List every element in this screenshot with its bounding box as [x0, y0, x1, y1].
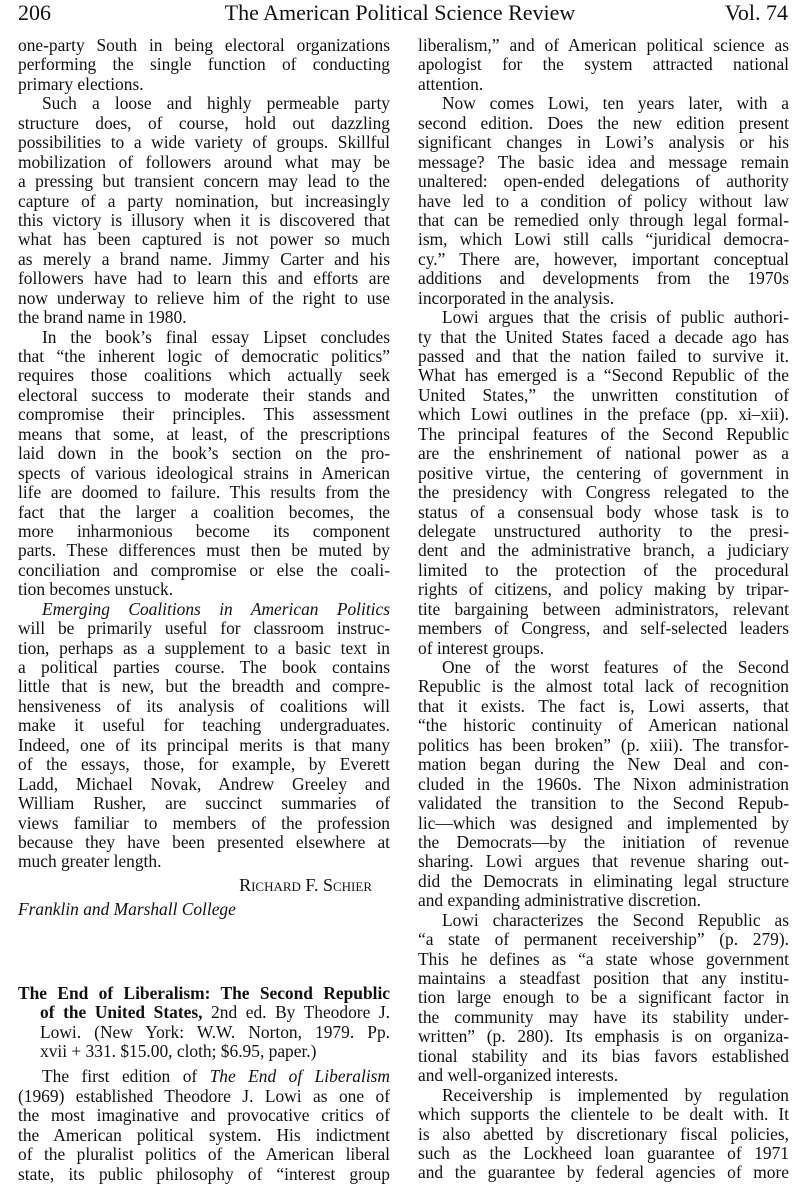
- text: The first edition of: [42, 1066, 210, 1087]
- text-line: message? The basic idea and message remain: [418, 151, 789, 172]
- text-line: did the Democrats in eliminating legal structure: [418, 870, 789, 891]
- text-line: attention.: [418, 73, 484, 94]
- paragraph: [18, 94, 390, 327]
- text-line: ism, which Lowi still calls “juridical democra-: [418, 229, 789, 250]
- journal-title: The American Political Science Review: [224, 0, 576, 25]
- paragraph: [18, 1087, 390, 1184]
- text-line: positive virtue, the centering of government in: [418, 462, 789, 483]
- text-line: this victory is illusory when it is discovered that: [18, 209, 390, 230]
- text-line: views familiar to members of the profession: [18, 812, 390, 833]
- book-publication-info: Lowi. (New York: W.W. Norton, 1979. Pp.: [40, 1021, 390, 1042]
- text-line: Now comes Lowi, ten years later, with a: [442, 93, 789, 114]
- text-line: make it useful for teaching undergraduates.: [18, 715, 390, 736]
- text-line: lic—which was designed and implemented by: [418, 812, 789, 833]
- text-line: structure does, of course, hold out dazzling: [18, 112, 390, 133]
- text-line: that “the inherent logic of democratic politics”: [18, 346, 390, 366]
- text-line: delegate unstructured authority to the presi-: [418, 520, 789, 541]
- text-line: mobilization of followers around what may be: [18, 151, 390, 172]
- text-line: and expanding administrative discretion.: [418, 890, 702, 911]
- text-line: passed and that the nation failed to survive it.: [418, 346, 789, 366]
- text-line: significant changes in Lowi’s analysis or his: [418, 132, 789, 153]
- text-line: tional stability and its bias favors established: [418, 1045, 789, 1066]
- page-number: 206: [18, 0, 51, 25]
- text-line: additions and developments from the 1970s: [418, 268, 789, 289]
- text-line: “the historic continuity of American national: [418, 715, 789, 736]
- book-review-heading: [18, 984, 390, 1062]
- volume-label: Vol. 74: [724, 0, 788, 25]
- text-line: cluded in the 1960s. The Nixon administration: [418, 773, 789, 794]
- text-line: What has emerged is a “Second Republic of the: [418, 365, 789, 386]
- reviewer-name: Richard F. Schier: [239, 874, 372, 895]
- text-line: will be primarily useful for classroom instruc-: [18, 618, 390, 639]
- reviewer-name-line: [18, 876, 390, 895]
- text-line: sharing. Lowi argues that revenue sharing out-: [418, 851, 789, 872]
- text-line: primary elections.: [18, 73, 144, 94]
- text-line: the brand name in 1980.: [18, 307, 187, 328]
- text-line: conciliation and compromise or else the coali-: [18, 559, 390, 580]
- text-line: tion becomes unstuck.: [18, 579, 174, 600]
- text-line: much greater length.: [18, 851, 162, 872]
- text-line: Lowi characterizes the Second Republic as: [442, 909, 789, 930]
- text-line: This he defines as “a state whose government: [418, 948, 789, 969]
- text-line: tion large enough to be a significant factor in: [418, 987, 789, 1008]
- text-line: status of a consensual body whose task is to: [418, 501, 789, 522]
- text-line: performing the single function of conducting: [18, 54, 390, 75]
- text-line: tite bargaining between administrators, relevant: [418, 598, 789, 619]
- running-header: [0, 0, 800, 30]
- paragraph: [418, 911, 789, 1086]
- text-line: Such a loose and highly permeable party: [42, 93, 390, 114]
- text-line: more inharmonious become its component: [18, 520, 390, 541]
- paragraph: [18, 328, 390, 600]
- text-line: are the enshrinement of national power as a: [418, 443, 789, 464]
- text-line: such as the Lockheed loan guarantee of 1971: [418, 1142, 789, 1163]
- text-line: is also abetted by discretionary fiscal policies,: [418, 1123, 789, 1144]
- text-line: state, its public philosophy of “interest group: [18, 1163, 390, 1184]
- section-gap: [18, 920, 390, 984]
- text-line: because they have been presented elsewhere at: [18, 831, 390, 852]
- text-line: United States,” the unwritten constitution of: [418, 384, 789, 405]
- text-line: dent and the administrative branch, a judiciary: [418, 540, 789, 561]
- text-line: electoral success to moderate their stands and: [18, 384, 390, 405]
- text-line: that can be remedied only through legal formal-: [418, 209, 789, 230]
- book-author: 2nd ed. By Theodore J.: [202, 1002, 390, 1023]
- text-line: of the pluralist politics of the American liberal: [18, 1144, 390, 1165]
- text-line: a political parties course. The book contains: [18, 657, 390, 677]
- text-line: “a state of permanent receivership” (p. 279).: [418, 929, 789, 950]
- paragraph: [418, 36, 789, 94]
- text-line: members of Congress, and self-selected leaders: [418, 618, 789, 639]
- text-line: means that some, at least, of the prescriptions: [18, 423, 390, 444]
- text-line: of the essays, those, for example, by Everett: [18, 754, 390, 775]
- text-line: maintains a steadfast position that any institu-: [418, 968, 789, 988]
- book-price-info: xvii + 331. $15.00, cloth; $6.95, paper.): [40, 1041, 317, 1061]
- text-line: Receivership is implemented by regulation: [442, 1084, 789, 1105]
- italic-book-title: Emerging Coalitions in American Politics: [42, 598, 390, 619]
- text-line: liberalism,” and of American political science as: [418, 35, 789, 55]
- paragraph: [18, 619, 390, 872]
- text-line: incorporated in the analysis.: [418, 287, 615, 308]
- reviewer-affiliation: Franklin and Marshall College: [18, 899, 236, 920]
- book-title-bold-part: of the United States,: [40, 1002, 203, 1023]
- text-line: apologist for the system attracted national: [418, 54, 789, 75]
- text-line: rights of citizens, and policy making by tripar-: [418, 579, 789, 600]
- text-line: the most imaginative and provocative critics of: [18, 1105, 390, 1126]
- text-line: and the guarantee by federal agencies of more: [418, 1162, 789, 1183]
- text-line: spects of various ideological strains in American: [18, 462, 390, 483]
- text-line: hensiveness of its analysis of coalitions will: [18, 695, 390, 716]
- text-line: tion, perhaps as a supplement to a basic text in: [18, 637, 390, 658]
- text-line: mation began during the New Deal and con-: [418, 754, 789, 775]
- paragraph: [18, 36, 390, 94]
- paragraph: [418, 308, 789, 658]
- text-line: capture of a party nomination, but increasingly: [18, 190, 390, 211]
- book-title-line-2: [18, 1003, 390, 1022]
- text-line: William Rusher, are succinct summaries of: [18, 793, 390, 814]
- text-line: laid down in the book’s section on the pro-: [18, 443, 390, 464]
- text-line: the Democrats—by the initiation of revenue: [418, 831, 789, 852]
- text-line: Ladd, Michael Novak, Andrew Greeley and: [18, 773, 390, 794]
- text-line: little that is new, but the breadth and compre-: [18, 676, 390, 697]
- text-line: of interest groups.: [418, 637, 545, 658]
- paragraph-first-line: [18, 1067, 390, 1086]
- text-line: now underway to relieve him of the right to use: [18, 287, 390, 308]
- italic-book-title-line: [18, 600, 390, 619]
- text-line: Lowi argues that the crisis of public authori-: [442, 307, 789, 328]
- text-line: that it exists. The fact is, Lowi asserts, that: [418, 695, 789, 716]
- text-line: Republic is the almost total lack of recognition: [418, 676, 789, 697]
- text-line: which Lowi outlines in the preface (pp. xi–xii).: [418, 404, 789, 425]
- text-line: compromise their principles. This assessment: [18, 404, 390, 425]
- text-line: life are doomed to failure. This results from the: [18, 482, 390, 503]
- text-line: as merely a brand name. Jimmy Carter and his: [18, 248, 390, 269]
- text-line: fact that the larger a coalition becomes, the: [18, 501, 390, 522]
- text-line: Indeed, one of its principal merits is that many: [18, 734, 390, 755]
- text-line: the presidency with Congress relegated to the: [418, 482, 789, 503]
- text-line: One of the worst features of the Second: [442, 657, 789, 677]
- text-line: parts. These differences must then be muted by: [18, 540, 390, 561]
- text-line: unaltered: open-ended delegations of authority: [418, 171, 789, 192]
- text-line: The principal features of the Second Republic: [418, 423, 789, 444]
- text-line: have led to a condition of policy without law: [418, 190, 789, 211]
- paragraph: [418, 658, 789, 911]
- left-column: [18, 36, 390, 1184]
- text-line: what has been captured is not power so much: [18, 229, 390, 250]
- text-line: In the book’s final essay Lipset concludes: [42, 326, 390, 347]
- text-line: the community may have its stability under-: [418, 1006, 789, 1027]
- text-line: which supports the clientele to be dealt with. It: [418, 1104, 789, 1125]
- book-title-line-1: The End of Liberalism: The Second Republic: [18, 982, 390, 1003]
- right-column: [418, 36, 789, 1183]
- text-line: a pressing but transient concern may lead to the: [18, 171, 390, 192]
- text-line: followers have had to learn this and efforts are: [18, 268, 390, 289]
- text-line: written” (p. 280). Its emphasis is on organiza-: [418, 1026, 789, 1047]
- text-line: requires those coalitions which actually seek: [18, 365, 390, 386]
- text-line: second edition. Does the new edition present: [418, 112, 789, 133]
- paragraph: [418, 1086, 789, 1183]
- text-line: limited to the protection of the procedural: [418, 559, 789, 580]
- text-line: (1969) established Theodore J. Lowi as one of: [18, 1085, 390, 1106]
- text-line: cy.” There are, however, important conceptual: [418, 248, 789, 269]
- text-line: possibilities to a wide variety of groups. Skillful: [18, 132, 390, 153]
- italic-book-title: The End of Liberalism: [209, 1066, 390, 1087]
- text-line: politics has been broken” (p. xiii). The transfor-: [418, 734, 789, 755]
- paragraph: [418, 94, 789, 308]
- text-line: one-party South in being electoral organizations: [18, 35, 390, 55]
- text-line: the American political system. His indictment: [18, 1124, 390, 1145]
- text-line: ty that the United States faced a decade ago has: [418, 326, 789, 347]
- text-line: validated the transition to the Second Repub-: [418, 793, 789, 814]
- text-line: and well-organized interests.: [418, 1065, 619, 1086]
